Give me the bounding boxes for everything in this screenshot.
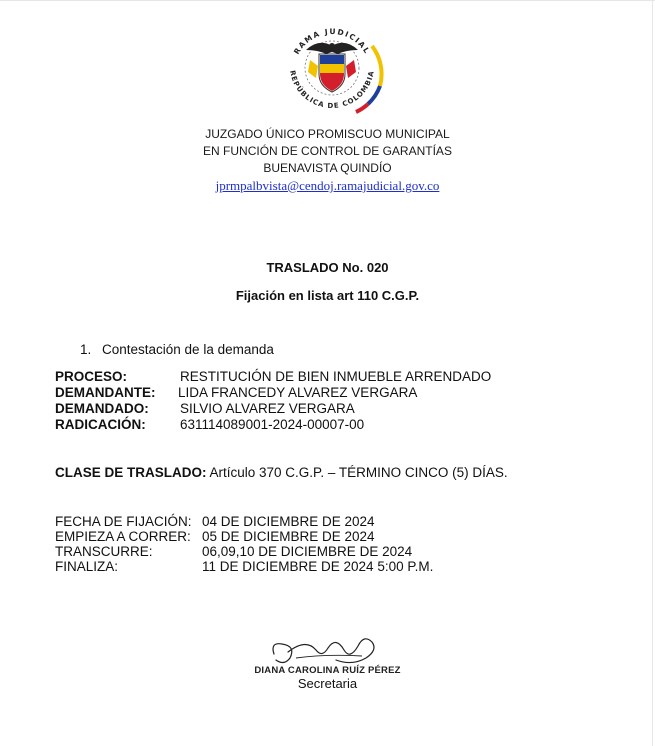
rama-judicial-seal-logo (272, 16, 392, 120)
seal-bottom-text: REPÚBLICA DE COLOMBIA (288, 69, 376, 111)
date-label: TRANSCURRE: (55, 544, 153, 559)
list-item-text: Contestación de la demanda (102, 342, 274, 357)
seal-top-text: RAMA JUDICIAL (291, 26, 373, 56)
date-label: EMPIEZA A CORRER: (55, 529, 191, 544)
clase-label: CLASE DE TRASLADO: (55, 465, 207, 480)
date-label: FECHA DE FIJACIÓN: (55, 514, 192, 529)
field-value: LIDA FRANCEDY ALVAREZ VERGARA (178, 385, 418, 400)
date-value: 04 DE DICIEMBRE DE 2024 (202, 514, 375, 529)
clase-value: Artículo 370 C.G.P. – TÉRMINO CINCO (5) DÍAS. (209, 465, 508, 480)
date-value: 05 DE DICIEMBRE DE 2024 (202, 529, 375, 544)
handwritten-signature (266, 628, 386, 670)
court-header (0, 126, 655, 195)
field-label: RADICACIÓN: (55, 417, 146, 432)
date-value: 06,09,10 DE DICIEMBRE DE 2024 (202, 544, 413, 559)
signatory-name: DIANA CAROLINA RUÍZ PÉREZ (254, 665, 401, 676)
court-email-link[interactable]: jprmpalbvista@cendoj.ramajudicial.gov.co (215, 178, 440, 193)
page-top-border (0, 0, 655, 1)
list-item-number: 1. (80, 342, 92, 357)
field-value: 631114089001-2024-00007-00 (180, 417, 365, 432)
date-label: FINALIZA: (55, 559, 119, 574)
date-value: 11 DE DICIEMBRE DE 2024 5:00 P.M. (202, 559, 434, 574)
court-name-line1: JUZGADO ÚNICO PROMISCUO MUNICIPAL (205, 127, 450, 141)
fijacion-subtitle: Fijación en lista art 110 C.G.P. (235, 288, 420, 303)
court-location: BUENAVISTA QUINDÍO (263, 161, 392, 175)
signatory-role: Secretaria (297, 676, 358, 691)
field-label: DEMANDADO: (55, 401, 149, 416)
traslado-title: TRASLADO No. 020 (266, 260, 389, 275)
page-right-border (652, 0, 653, 746)
court-name-line2: EN FUNCIÓN DE CONTROL DE GARANTÍAS (203, 144, 452, 158)
field-label: DEMANDANTE: (55, 385, 156, 400)
field-label: PROCESO: (55, 369, 128, 384)
clase-de-traslado (55, 465, 508, 480)
field-value: RESTITUCIÓN DE BIEN INMUEBLE ARRENDADO (180, 369, 492, 384)
field-value: SILVIO ALVAREZ VERGARA (180, 401, 355, 416)
